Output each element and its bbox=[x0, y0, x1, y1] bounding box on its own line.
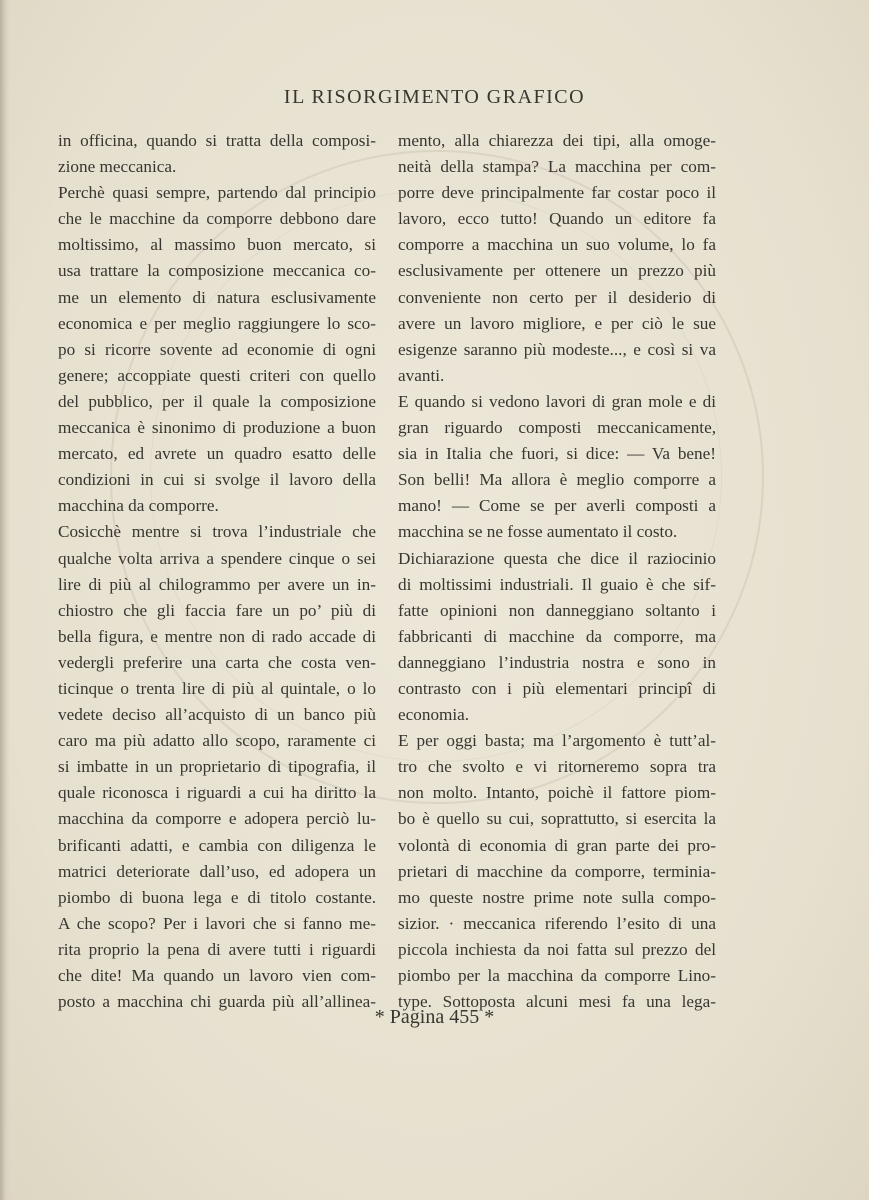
text-line: type. Sottoposta alcuni mesi fa una lega- bbox=[398, 992, 716, 1012]
text-line: matrici deteriorate dall’uso, ed adopera un bbox=[58, 861, 376, 881]
text-line: economia. bbox=[398, 705, 470, 725]
text-line: che le macchine da comporre debbono dare bbox=[58, 209, 376, 229]
text-line: macchina se ne fosse aumentato il costo. bbox=[398, 522, 678, 542]
text-line: in officina, quando si tratta della composi- bbox=[58, 131, 376, 150]
text-line: porre deve principalmente far costar poco il bbox=[398, 183, 716, 203]
text-line: quale riconosca i riguardi a cui ha diritto la bbox=[58, 783, 376, 803]
text-line: danneggiano l’industria nostra e sono in bbox=[398, 652, 716, 672]
text-line: moltissimo, al massimo buon mercato, si bbox=[58, 235, 376, 255]
text-line: bella figura, e mentre non di rado accade di bbox=[58, 626, 376, 646]
text-line: caro ma più adatto allo scopo, raramente ci bbox=[58, 731, 376, 751]
text-line: economica e per meglio raggiungere lo sco- bbox=[58, 313, 376, 333]
text-line: piombo per la macchina da comporre Lino- bbox=[398, 966, 716, 985]
text-line: ticinque o trenta lire di più al quintale, o lo bbox=[58, 678, 376, 698]
text-line: esclusivamente per ottenere un prezzo più bbox=[398, 261, 716, 281]
text-line: usa trattare la composizione meccanica co- bbox=[58, 261, 376, 281]
text-line: genere; accoppiate questi criteri con quello bbox=[58, 365, 376, 385]
text-line: vedete deciso all’acquisto di un banco più bbox=[58, 705, 376, 725]
text-line: tro che svolto e vi ritorneremo sopra tra bbox=[398, 757, 716, 777]
text-line: macchina da comporre. bbox=[58, 496, 219, 516]
text-line: chiostro che gli faccia fare un po’ più di bbox=[58, 600, 376, 620]
text-line: comporre a macchina un suo volume, lo fa bbox=[398, 235, 716, 255]
page-number: * Pagina 455 * bbox=[374, 1006, 495, 1028]
text-line: di moltissimi industriali. Il guaio è che sif- bbox=[398, 574, 716, 594]
text-line: avanti. bbox=[398, 365, 445, 385]
text-line: zione meccanica. bbox=[58, 157, 177, 177]
running-header: IL RISORGIMENTO GRAFICO bbox=[283, 86, 586, 108]
text-line: che dite! Ma quando un lavoro vien com- bbox=[58, 966, 376, 985]
text-line: E per oggi basta; ma l’argomento è tutt’al- bbox=[398, 731, 716, 751]
text-line: del pubblico, per il quale la composizione bbox=[58, 391, 376, 411]
text-line: brificanti adatti, e cambia con diligenza le bbox=[58, 835, 376, 855]
text-line: Dichiarazione questa che dice il raziocinio bbox=[398, 548, 716, 568]
text-line: contrasto con i più elementari principî di bbox=[398, 678, 716, 698]
text-line: posto a macchina chi guarda più all’allinea- bbox=[58, 992, 376, 1012]
text-line: bo è quello su cui, soprattutto, si esercita la bbox=[398, 809, 716, 829]
text-line: volontà di economia di gran parte dei pro- bbox=[398, 835, 716, 855]
text-column-left bbox=[58, 128, 376, 1015]
text-line: sia in Italia che fuori, si dice: — Va bene! bbox=[398, 444, 716, 464]
text-line: lavoro, ecco tutto! Quando un editore fa bbox=[398, 209, 716, 229]
text-line: avere un lavoro migliore, e per ciò le sue bbox=[398, 313, 716, 333]
text-line: neità della stampa? La macchina per com- bbox=[398, 157, 716, 177]
text-line: piombo di buona lega e di titolo costante. bbox=[58, 887, 376, 907]
text-line: qualche volta arriva a spendere cinque o sei bbox=[58, 548, 376, 568]
text-line: mercato, ed avrete un quadro esatto delle bbox=[58, 444, 376, 464]
text-line: lire di più al chilogrammo per avere un in- bbox=[58, 574, 376, 594]
text-line: esigenze saranno più modeste..., e così si va bbox=[398, 339, 716, 359]
text-line: po si ricorre sovente ad economie di ogni bbox=[58, 339, 376, 359]
text-line: Perchè quasi sempre, partendo dal principio bbox=[58, 183, 376, 203]
text-line: piccola inchiesta da noi fatta sul prezzo del bbox=[398, 939, 716, 959]
text-line: rita proprio la pena di avere tutti i riguardi bbox=[58, 939, 376, 959]
text-line: mento, alla chiarezza dei tipi, alla omoge- bbox=[398, 131, 716, 150]
text-line: prietari di macchine da comporre, terminia- bbox=[398, 861, 716, 881]
text-line: vedergli preferire una carta che costa ven- bbox=[58, 652, 376, 672]
text-line: Son belli! Ma allora è meglio comporre a bbox=[398, 470, 716, 490]
text-line: meccanica è sinonimo di produzione a buon bbox=[58, 418, 376, 438]
text-line: A che scopo? Per i lavori che si fanno me- bbox=[58, 913, 376, 933]
text-column-right bbox=[398, 128, 716, 1015]
text-line: condizioni in cui si svolge il lavoro della bbox=[58, 470, 376, 490]
text-line: me un elemento di natura esclusivamente bbox=[58, 287, 376, 307]
text-line: E quando si vedono lavori di gran mole e di bbox=[398, 391, 716, 411]
text-line: conveniente non certo per il desiderio di bbox=[398, 287, 716, 307]
text-line: fabbricanti di macchine da comporre, ma bbox=[398, 626, 716, 646]
text-line: non molto. Intanto, poichè il fattore piom- bbox=[398, 783, 716, 803]
text-line: mano! — Come se per averli composti a bbox=[398, 496, 716, 516]
text-line: mo queste nostre prime note sulla compo- bbox=[398, 887, 716, 907]
text-line: gran riguardo composti meccanicamente, bbox=[398, 418, 716, 438]
text-line: fatte opinioni non danneggiano soltanto i bbox=[398, 600, 716, 620]
text-line: si imbatte in un proprietario di tipografia, il bbox=[58, 757, 376, 777]
text-line: sizior. · meccanica riferendo l’esito di una bbox=[398, 913, 716, 933]
text-line: macchina da comporre e adopera perciò lu- bbox=[58, 809, 376, 829]
text-line: Cosicchè mentre si trova l’industriale che bbox=[58, 522, 376, 542]
